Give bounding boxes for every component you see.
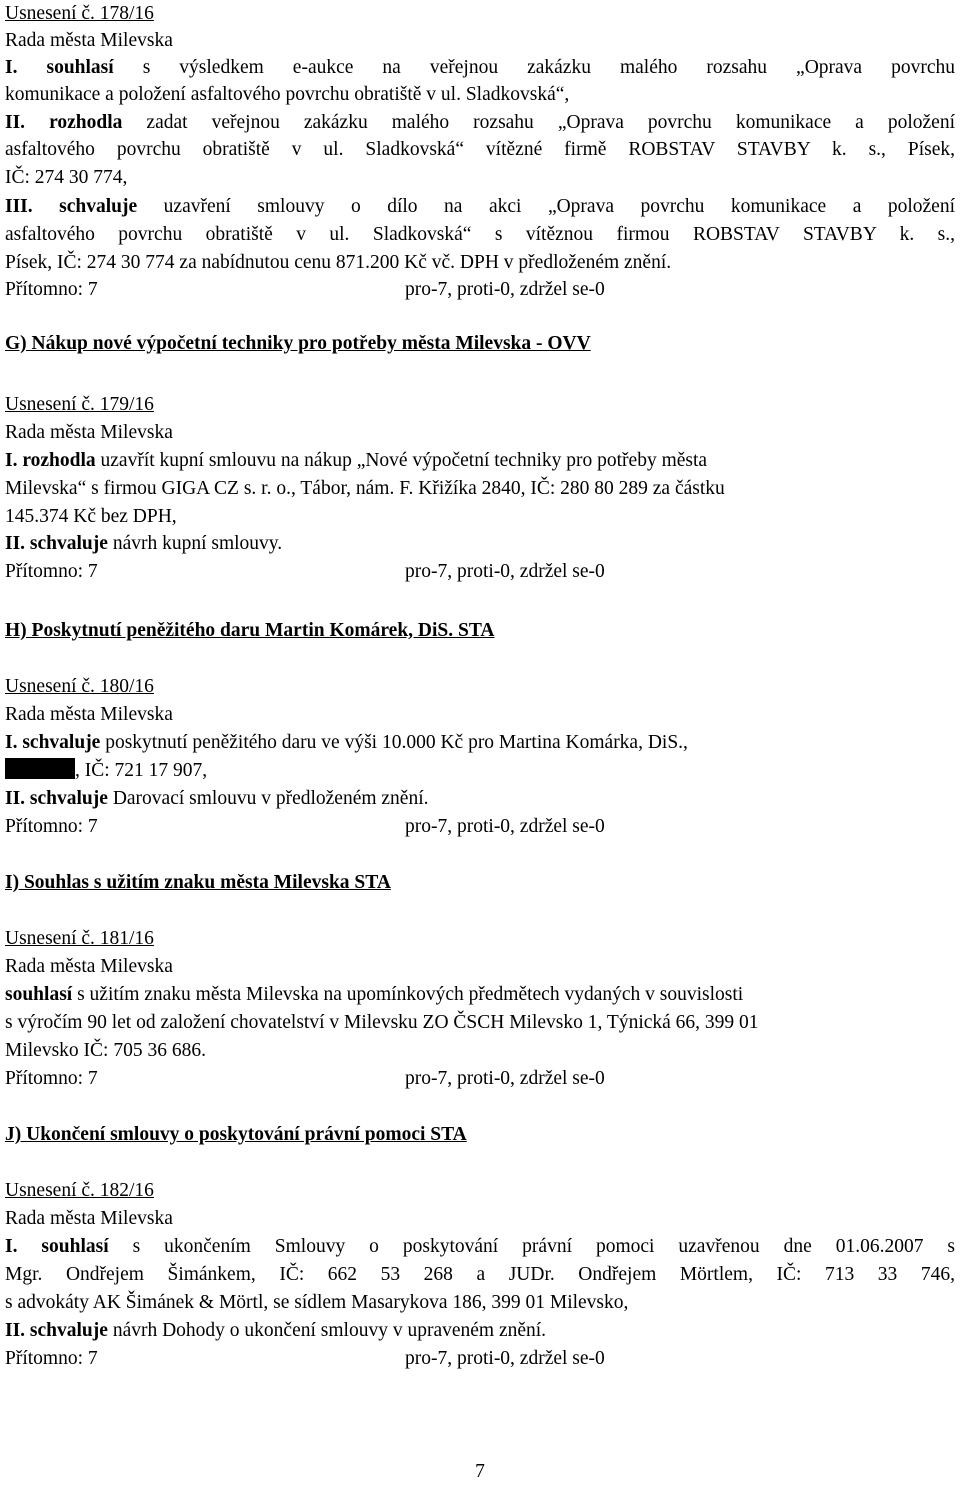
vote-line [5,558,605,585]
resolution-number: Usnesení č. 181/16 [5,928,154,949]
resolution-number: Usnesení č. 180/16 [5,676,154,697]
resolution-line: Milevsko IČ: 705 36 686. [5,1040,206,1061]
vote-line [5,1345,605,1372]
section-heading: J) Ukončení smlouvy o poskytování právní pomoci STA [5,1124,467,1145]
resolution-number: Usnesení č. 178/16 [5,3,154,24]
vote-result: pro-7, proti-0, zdržel se-0 [405,1068,605,1089]
resolution-number: Usnesení č. 182/16 [5,1180,154,1201]
vote-result: pro-7, proti-0, zdržel se-0 [405,279,605,300]
resolution-line: komunikace a položení asfaltového povrchu obratiště v ul. Sladkovská“, [5,84,570,105]
resolution-line: I. souhlasí s ukončením Smlouvy o poskytování právní pomoci uzavřenou dne 01.06.2007 s [5,1236,955,1257]
resolution-line: II. rozhodla zadat veřejnou zakázku malého rozsahu „Oprava povrchu komunikace a položení [5,112,955,133]
resolution-line: s advokáty AK Šimánek & Mörtl, se sídlem Masarykova 186, 399 01 Milevsko, [5,1292,629,1313]
present-count: Přítomno: 7 [5,561,98,582]
vote-line [5,1065,605,1092]
resolution-line: asfaltového povrchu obratiště v ul. Sladkovská“ s vítěznou firmou ROBSTAV STAVBY k. s., [5,224,955,245]
present-count: Přítomno: 7 [5,1068,98,1089]
resolution-line: souhlasí s užitím znaku města Milevska na upomínkových předmětech vydaných v souvislosti [5,984,744,1005]
resolution-line: I. schvaluje poskytnutí peněžitého daru ve výši 10.000 Kč pro Martina Komárka, DiS., [5,732,688,753]
resolution-line: II. schvaluje návrh Dohody o ukončení smlouvy v upraveném znění. [5,1320,547,1341]
vote-result: pro-7, proti-0, zdržel se-0 [405,816,605,837]
council-name: Rada města Milevska [5,1208,173,1229]
present-count: Přítomno: 7 [5,1348,98,1369]
resolution-number: Usnesení č. 179/16 [5,394,154,415]
council-name: Rada města Milevska [5,956,173,977]
present-count: Přítomno: 7 [5,816,98,837]
resolution-line: Písek, IČ: 274 30 774 za nabídnutou cenu 871.200 Kč vč. DPH v předloženém znění. [5,252,672,273]
page-number: 7 [475,1461,485,1482]
resolution-line: II. schvaluje Darovací smlouvu v předloženém znění. [5,788,429,809]
resolution-line: II. schvaluje návrh kupní smlouvy. [5,533,283,554]
resolution-line: Milevska“ s firmou GIGA CZ s. r. o., Tábor, nám. F. Křižíka 2840, IČ: 280 80 289 za částku [5,478,725,499]
redaction-box [5,758,75,779]
resolution-line: s výročím 90 let od založení chovatelství v Milevsku ZO ČSCH Milevsko 1, Týnická 66, 399 01 [5,1012,759,1033]
resolution-line: Mgr. Ondřejem Šimánkem, IČ: 662 53 268 a JUDr. Ondřejem Mörtlem, IČ: 713 33 746, [5,1264,955,1285]
present-count: Přítomno: 7 [5,279,98,300]
resolution-line: 145.374 Kč bez DPH, [5,506,177,527]
resolution-line: III. schvaluje uzavření smlouvy o dílo na akci „Oprava povrchu komunikace a položení [5,196,955,217]
council-name: Rada města Milevska [5,422,173,443]
section-heading: I) Souhlas s užitím znaku města Milevska STA [5,872,391,893]
resolution-line: asfaltového povrchu obratiště v ul. Sladkovská“ vítězné firmě ROBSTAV STAVBY k. s., Písek, [5,139,955,160]
resolution-line: I. souhlasí s výsledkem e-aukce na veřejnou zakázku malého rozsahu „Oprava povrchu [5,57,955,78]
vote-result: pro-7, proti-0, zdržel se-0 [405,561,605,582]
resolution-line: IČ: 274 30 774, [5,167,128,188]
council-name: Rada města Milevska [5,704,173,725]
vote-result: pro-7, proti-0, zdržel se-0 [405,1348,605,1369]
section-heading: G) Nákup nové výpočetní techniky pro potřeby města Milevska - OVV [5,333,591,354]
resolution-line: I. rozhodla uzavřít kupní smlouvu na nákup „Nové výpočetní techniky pro potřeby města [5,450,708,471]
vote-line [5,276,605,303]
vote-line [5,813,605,840]
resolution-line: , IČ: 721 17 907, [5,757,207,784]
council-name: Rada města Milevska [5,30,173,51]
section-heading: H) Poskytnutí peněžitého daru Martin Komárek, DiS. STA [5,620,495,641]
